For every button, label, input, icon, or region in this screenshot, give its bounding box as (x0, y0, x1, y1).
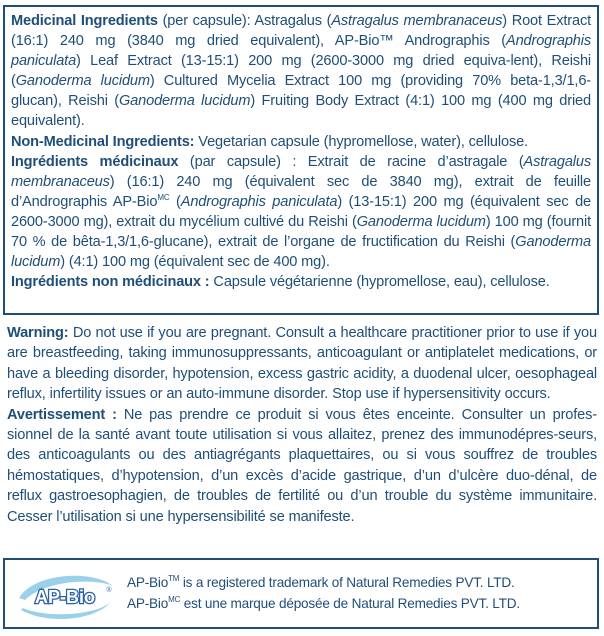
non-medicinal-ingredients-en-label: Non-Medicinal Ingredients: (11, 133, 195, 150)
latin-name: Ganoderma lucidum (11, 234, 591, 271)
text-segment: Do not use if you are pregnant. Consult a healthcare practitioner prior to use if you are breastfeeding, taking immunosuppressants, anticoagulant or antiplatelet medications, or have a bleeding disorder, hypotension, excess gastric acidity, a duodenal ulcer, oesophageal reflux, infertility issues or an auto-immune disorder. Stop use if hypersensitivity occurs. (7, 325, 597, 403)
latin-name: Astragalus membranaceus (11, 153, 591, 190)
text-segment: ) (4:1) 100 mg (équivalent sec de 400 mg). (60, 254, 330, 271)
text-segment: ( (169, 193, 181, 210)
text-segment: ) Fruiting Body Extract (4:1) 100 mg (400 mg dried equivalent). (11, 93, 591, 130)
medicinal-ingredients-en (11, 11, 591, 132)
trademark-notice (127, 572, 597, 614)
ingredients-panel (3, 5, 599, 315)
trademark-superscript: TM (168, 574, 180, 583)
trademark-panel (3, 558, 599, 629)
text-segment: ) Leaf Extract (13-15:1) 200 mg (2600-3000 mg dried equiva-lent), Reishi ( (11, 53, 591, 90)
warning-fr (7, 405, 597, 527)
logo-text: AP-Bio (35, 587, 95, 607)
text-segment: Vegetarian capsule (hypromellose, water), cellulose. (194, 133, 528, 150)
latin-name: Andrographis paniculata (11, 33, 591, 70)
text-segment: ) Cultured Mycelia Extract 100 mg (providing 70% beta-1,3/1,6-glucan), Reishi ( (11, 73, 591, 110)
text-segment: Ne pas prendre ce produit si vous êtes enceinte. Consulter un profes-sionnel de la santé avant toute utilisation si vous allaitez, prenez des immunodépres-seurs, des anticoagulants ou des antiagrégants plaquettaires, ou si vous souffrez de troubles hémostatiques, d’hypotension, d’un excès d’acide gastrique, d’un d’ulcère duo-dénal, de reflux gastroesophagien, de troubles de fertilité ou d’un trouble du système immunitaire. Cesser l’utilisation si une hypersensibilité se manifeste. (7, 406, 597, 525)
ap-bio-logo (15, 568, 117, 624)
latin-name: Astragalus membranaceus (331, 13, 503, 29)
medicinal-ingredients-fr (11, 152, 591, 273)
trademark-line-fr (127, 593, 597, 614)
trademark-superscript: MC (157, 192, 170, 202)
medicinal-ingredients-en-label: Medicinal Ingredients (11, 13, 158, 29)
non-medicinal-ingredients-fr (11, 272, 591, 292)
warning-en (7, 323, 597, 405)
text-segment: ) 100 mg (fournit 70 % de bêta-1,3/1,6-glucane), extrait de l’organe de fructification du Reishi ( (11, 213, 591, 251)
non-medicinal-ingredients-en (11, 132, 591, 152)
text-segment: Capsule végétarienne (hypromellose, eau), cellulose. (209, 274, 550, 291)
text-segment: (per capsule): Astragalus ( (157, 13, 332, 29)
text-segment: AP-Bio (127, 596, 169, 611)
text-segment: is a registered trademark of Natural Remedies PVT. LTD. (179, 575, 515, 590)
text-segment: (par capsule) : Extrait de racine d’astragale ( (178, 153, 524, 170)
text-segment: AP-Bio (127, 575, 169, 590)
latin-name: Andrographis paniculata (180, 193, 338, 210)
text-segment: est une marque déposée de Natural Remedies PVT. LTD. (180, 596, 520, 611)
non-medicinal-ingredients-fr-label: Ingrédients non médicinaux : (11, 274, 210, 291)
warning-en-label: Warning: (7, 325, 69, 341)
trademark-line-en (127, 572, 597, 593)
latin-name: Ganoderma lucidum (118, 93, 251, 110)
text-segment: ) (16:1) 240 mg (équivalent sec de 3840 mg), extrait de feuille d’Andrographis AP-Bio (11, 173, 591, 210)
trademark-superscript: MC (168, 595, 181, 604)
latin-name: Ganoderma lucidum (356, 213, 486, 230)
text-segment: ) (13-15:1) 200 mg (équivalent sec de 2600-3000 mg), extrait du mycélium cultivé du Reishi ( (11, 193, 591, 230)
medicinal-ingredients-fr-label: Ingrédients médicinaux (11, 153, 179, 170)
text-segment: ) Root Extract (16:1) 240 mg (3840 mg dried equivalent), AP-Bio™ Andrographis ( (11, 13, 591, 50)
warning-fr-label: Avertissement : (7, 406, 117, 423)
logo-registered-mark: ® (106, 587, 112, 594)
latin-name: Ganoderma lucidum (15, 73, 150, 90)
warnings-section (7, 323, 597, 527)
